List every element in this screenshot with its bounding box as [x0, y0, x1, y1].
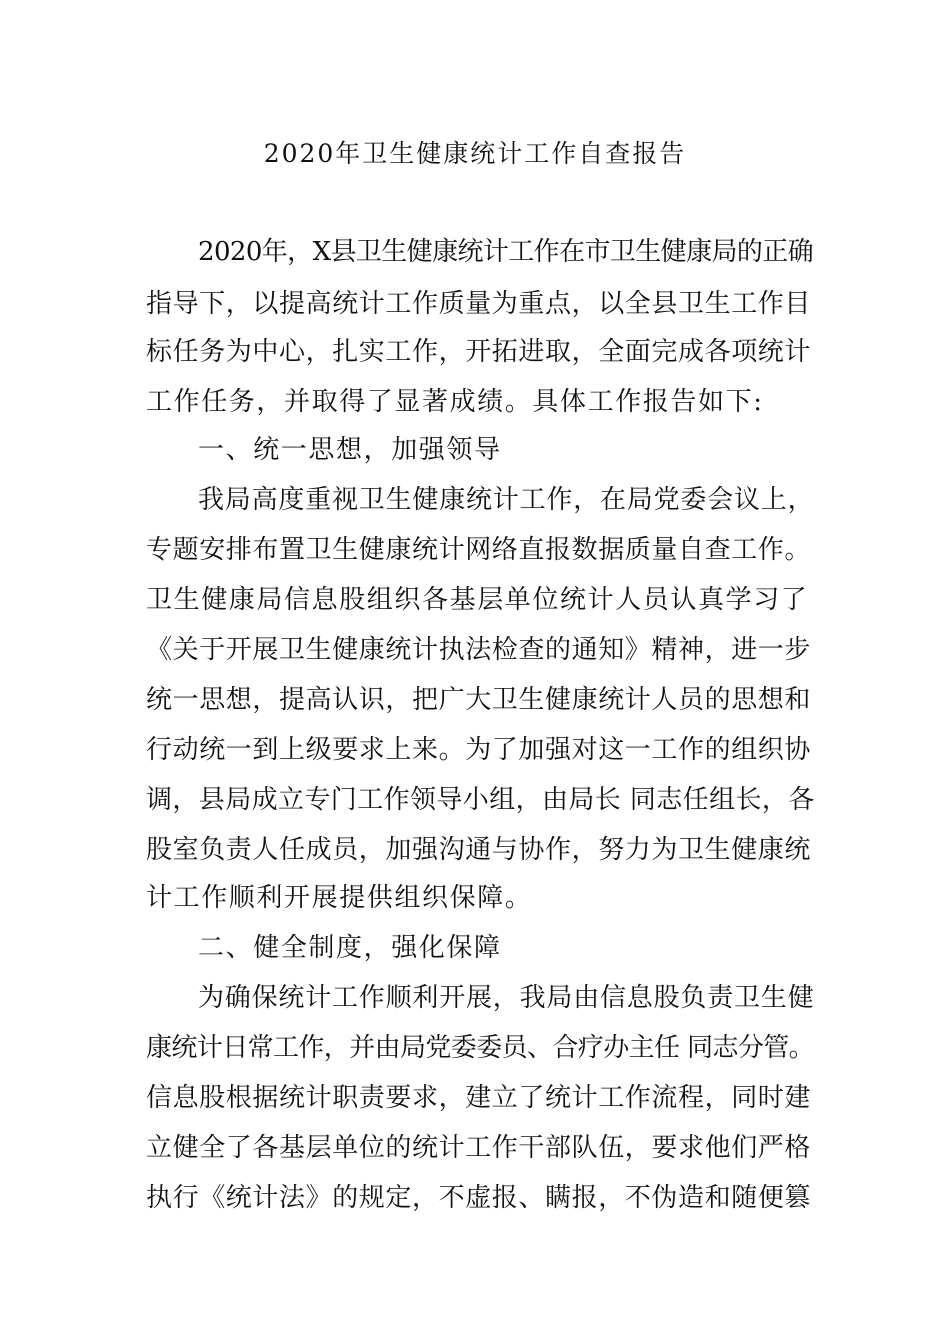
paragraph-line: 我局高度重视卫生健康统计工作，在局党委会议上，	[198, 485, 815, 515]
paragraph-line: 指导下，以提高统计工作质量为重点，以全县卫生工作目	[146, 289, 812, 319]
paragraph-line: 调，县局成立专门工作领导小组，由局长 同志任组长，各	[146, 785, 815, 815]
paragraph-line: 股室负责人任成员，加强沟通与协作，努力为卫生健康统	[146, 835, 812, 865]
paragraph-line: 2020年，X县卫生健康统计工作在市卫生健康局的正确	[198, 237, 814, 267]
paragraph-line: 计工作顺利开展提供组织保障。	[146, 883, 533, 913]
paragraph-line: 标任务为中心，扎实工作，开拓进取，全面完成各项统计	[146, 337, 812, 367]
paragraph-line: 行动统一到上级要求上来。为了加强对这一工作的组织协	[146, 735, 812, 765]
paragraph-line: 执行《统计法》的规定，不虚报、瞒报，不伪造和随便篡	[146, 1183, 812, 1213]
paragraph-line: 统一思想，提高认识，把广大卫生健康统计人员的思想和	[146, 685, 812, 715]
section-heading-2: 二、健全制度，强化保障	[198, 933, 502, 963]
section-heading-1: 一、统一思想，加强领导	[198, 435, 502, 465]
paragraph-line: 康统计日常工作，并由局党委委员、合疗办主任 同志分管。	[146, 1033, 815, 1063]
paragraph-line: 工作任务，并取得了显著成绩。具体工作报告如下:	[146, 387, 764, 417]
paragraph-line: 为确保统计工作顺利开展，我局由信息股负责卫生健	[198, 983, 815, 1013]
paragraph-line: 卫生健康局信息股组织各基层单位统计人员认真学习了	[146, 585, 809, 615]
paragraph-line: 信息股根据统计职责要求，建立了统计工作流程，同时建	[146, 1083, 812, 1113]
paragraph-line: 专题安排布置卫生健康统计网络直报数据质量自查工作。	[146, 535, 812, 565]
paragraph-line: 《关于开展卫生健康统计执法检查的通知》精神，进一步	[146, 635, 812, 665]
document-title: 2020年卫生健康统计工作自查报告	[263, 139, 687, 168]
paragraph-line: 立健全了各基层单位的统计工作干部队伍，要求他们严格	[146, 1133, 812, 1163]
